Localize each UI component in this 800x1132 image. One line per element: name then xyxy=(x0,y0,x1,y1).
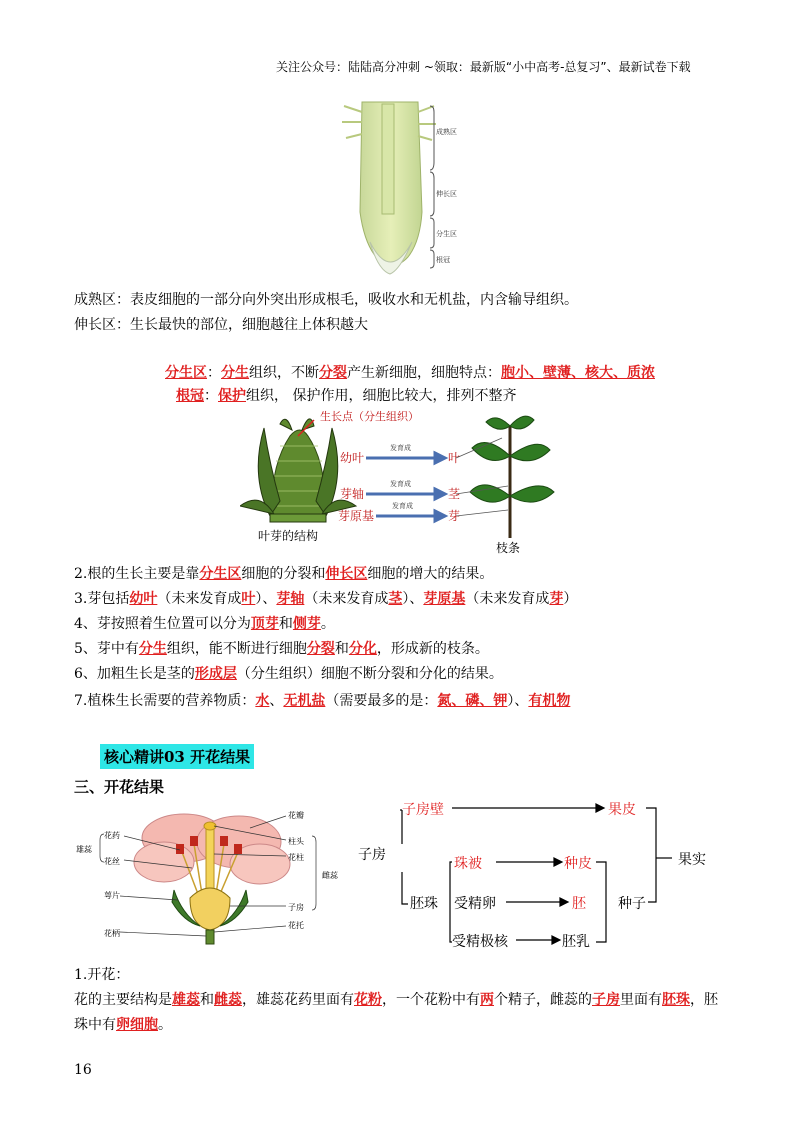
kw-ovary: 子房 xyxy=(592,992,620,1008)
text-flowering-p1 xyxy=(74,989,718,1009)
kw-stem: 茎 xyxy=(388,591,403,607)
caption-branch: 枝条 xyxy=(496,541,521,555)
txt: 组织，不断 xyxy=(249,365,319,381)
txt: ，雄蕊花药里面有 xyxy=(242,992,354,1008)
root-label-meristem: 分生区 xyxy=(436,230,457,238)
text-bud-position xyxy=(74,613,335,633)
txt: ）、 xyxy=(507,693,529,709)
text-maturation-zone: 成熟区：表皮细胞的一部分向外突出形成根毛，吸收水和无机盐，内含输导组织。 xyxy=(74,292,578,308)
section-title: 三、开花结果 xyxy=(74,778,165,796)
txt: 。 xyxy=(320,616,335,632)
txt: 细胞的增大的结果。 xyxy=(367,566,494,582)
flower-label-pistil: 雌蕊 xyxy=(322,871,338,880)
kw-bud-primordium: 芽原基 xyxy=(423,591,466,607)
text-bud-parts xyxy=(74,588,577,608)
kw-lateral-bud: 侧芽 xyxy=(292,616,321,632)
text-root-growth xyxy=(74,563,493,583)
flower-structure-figure xyxy=(74,798,354,948)
kw-terminal-bud: 顶芽 xyxy=(250,616,279,632)
diagram-endosperm: 胚乳 xyxy=(562,934,590,950)
diagram-seed-coat: 种皮 xyxy=(564,856,592,872)
arrow-label-develops-1: 发育成 xyxy=(390,444,411,452)
diagram-fertilized-polar: 受精极核 xyxy=(452,934,508,950)
diagram-ovary: 子房 xyxy=(358,847,386,863)
bud-result-leaf: 叶 xyxy=(448,451,461,465)
flower-label-stamen: 雄蕊 xyxy=(76,845,92,854)
diagram-embryo: 胚 xyxy=(572,896,586,912)
kw-cambium: 形成层 xyxy=(194,666,237,682)
txt: ，一个花粉中有 xyxy=(382,992,480,1008)
txt: （分生组织）细胞不断分裂和分化的结果。 xyxy=(236,666,503,682)
flower-label-anther: 花药 xyxy=(104,831,120,840)
bud-label-bud-axis: 芽轴 xyxy=(340,487,365,501)
txt: 产生新细胞，细胞特点： xyxy=(347,365,501,381)
txt: ，形成新的枝条。 xyxy=(376,641,489,657)
txt: 和 xyxy=(334,641,349,657)
bud-label-growing-point: 生长点（分生组织） xyxy=(320,410,419,423)
kw-elongation-zone: 伸长区 xyxy=(325,566,368,582)
kw-pollen: 花粉 xyxy=(354,992,382,1008)
txt: 6、加粗生长是茎的 xyxy=(74,666,195,682)
txt: ： xyxy=(207,365,221,381)
kw-egg-cell: 卵细胞 xyxy=(116,1017,158,1033)
kw-meristem-zone: 分生区 xyxy=(165,365,207,381)
flower-label-ovary: 子房 xyxy=(288,903,304,912)
caption-bud-structure: 叶芽的结构 xyxy=(258,529,319,543)
flower-label-stigma: 柱头 xyxy=(288,837,304,846)
text-meristem-zone xyxy=(165,362,655,382)
text-thickening xyxy=(74,663,503,683)
bud-result-bud: 芽 xyxy=(448,509,461,523)
kw-inorganic-salt: 无机盐 xyxy=(283,693,326,709)
kw-pistil: 雌蕊 xyxy=(214,992,242,1008)
bud-result-stem: 茎 xyxy=(448,487,461,501)
root-label-cap: 根冠 xyxy=(436,256,450,264)
diagram-pericarp: 果皮 xyxy=(608,802,636,818)
txt: 细胞的分裂和 xyxy=(241,566,326,582)
text-bud-meristem xyxy=(74,638,489,658)
txt: 和 xyxy=(200,992,214,1008)
kw-bud-axis: 芽轴 xyxy=(276,591,305,607)
txt: ： xyxy=(204,388,218,404)
txt: （未来发育成 xyxy=(465,591,550,607)
text-elongation-zone: 伸长区：生长最快的部位，细胞越往上体积越大 xyxy=(74,317,368,333)
arrow-label-develops-3: 发育成 xyxy=(392,502,413,510)
txt: 4、芽按照着生位置可以分为 xyxy=(74,616,251,632)
txt: 花的主要结构是 xyxy=(74,992,172,1008)
diagram-ovule: 胚珠 xyxy=(410,896,438,912)
txt: （需要最多的是： xyxy=(325,693,438,709)
bud-label-bud-primordium: 芽原基 xyxy=(338,509,375,523)
diagram-ovary-wall: 子房壁 xyxy=(402,802,444,818)
bud-label-young-leaf: 幼叶 xyxy=(340,451,365,465)
diagram-seed: 种子 xyxy=(618,896,646,912)
section-banner: 核心精讲03 开花结果 xyxy=(100,744,254,769)
txt: 里面有 xyxy=(620,992,662,1008)
txt: 。 xyxy=(158,1017,172,1033)
txt: 组织，能不断进行细胞 xyxy=(166,641,307,657)
bud-structure-figure xyxy=(240,406,570,556)
text-flowering-p2 xyxy=(74,1014,172,1034)
kw-young-leaf: 幼叶 xyxy=(129,591,158,607)
kw-ovule: 胚珠 xyxy=(662,992,690,1008)
txt: 珠中有 xyxy=(74,1017,116,1033)
kw-meristem: 分生 xyxy=(221,365,249,381)
kw-cell-features: 胞小、壁薄、核大、质浓 xyxy=(501,365,655,381)
diagram-fruit: 果实 xyxy=(678,852,706,868)
txt: ）、 xyxy=(402,591,424,607)
page-number: 16 xyxy=(74,1062,92,1078)
kw-division-2: 分裂 xyxy=(306,641,335,657)
flower-label-sepal: 萼片 xyxy=(104,891,120,900)
root-label-maturation: 成熟区 xyxy=(436,128,457,136)
txt: 、 xyxy=(269,693,284,709)
txt: （未来发育成 xyxy=(304,591,389,607)
page-header: 关注公众号：陆陆高分冲刺 ~领取：最新版“小中高考-总复习”、最新试卷下载 xyxy=(276,60,691,74)
flower-label-filament: 花丝 xyxy=(104,857,120,866)
kw-division: 分裂 xyxy=(319,365,347,381)
arrow-label-develops-2: 发育成 xyxy=(390,480,411,488)
kw-protective: 保护 xyxy=(218,388,246,404)
kw-differentiation: 分化 xyxy=(348,641,377,657)
root-label-elongation: 伸长区 xyxy=(436,190,457,198)
kw-npk: 氮、磷、钾 xyxy=(437,693,508,709)
txt: 个精子，雌蕊的 xyxy=(494,992,592,1008)
kw-two: 两 xyxy=(480,992,494,1008)
text-nutrients xyxy=(74,690,570,710)
diagram-integument: 珠被 xyxy=(454,856,482,872)
txt: 3.芽包括 xyxy=(74,591,130,607)
txt: 5、芽中有 xyxy=(74,641,139,657)
kw-bud: 芽 xyxy=(549,591,564,607)
kw-root-cap: 根冠 xyxy=(176,388,204,404)
txt: ）、 xyxy=(255,591,277,607)
kw-leaf: 叶 xyxy=(241,591,256,607)
flower-label-petal: 花瓣 xyxy=(288,811,304,820)
text-flowering-title: 1.开花： xyxy=(74,967,130,983)
txt: ） xyxy=(563,591,578,607)
txt: 7.植株生长需要的营养物质： xyxy=(74,693,256,709)
fruit-development-diagram xyxy=(356,796,716,956)
flower-label-pedicel: 花柄 xyxy=(104,929,120,938)
kw-meristem-zone-2: 分生区 xyxy=(199,566,242,582)
txt: ，胚 xyxy=(690,992,718,1008)
txt: 2.根的生长主要是靠 xyxy=(74,566,200,582)
flower-label-receptacle: 花托 xyxy=(288,921,304,930)
kw-stamen: 雄蕊 xyxy=(172,992,200,1008)
kw-water: 水 xyxy=(255,693,270,709)
text-root-cap xyxy=(176,385,516,405)
kw-organic-matter: 有机物 xyxy=(528,693,571,709)
kw-meristem-2: 分生 xyxy=(138,641,167,657)
diagram-fertilized-egg: 受精卵 xyxy=(454,896,496,912)
txt: （未来发育成 xyxy=(157,591,242,607)
txt: 组织， 保护作用，细胞比较大，排列不整齐 xyxy=(246,388,517,404)
root-tip-figure xyxy=(330,92,480,282)
txt: 和 xyxy=(278,616,293,632)
flower-label-style: 花柱 xyxy=(288,853,304,862)
